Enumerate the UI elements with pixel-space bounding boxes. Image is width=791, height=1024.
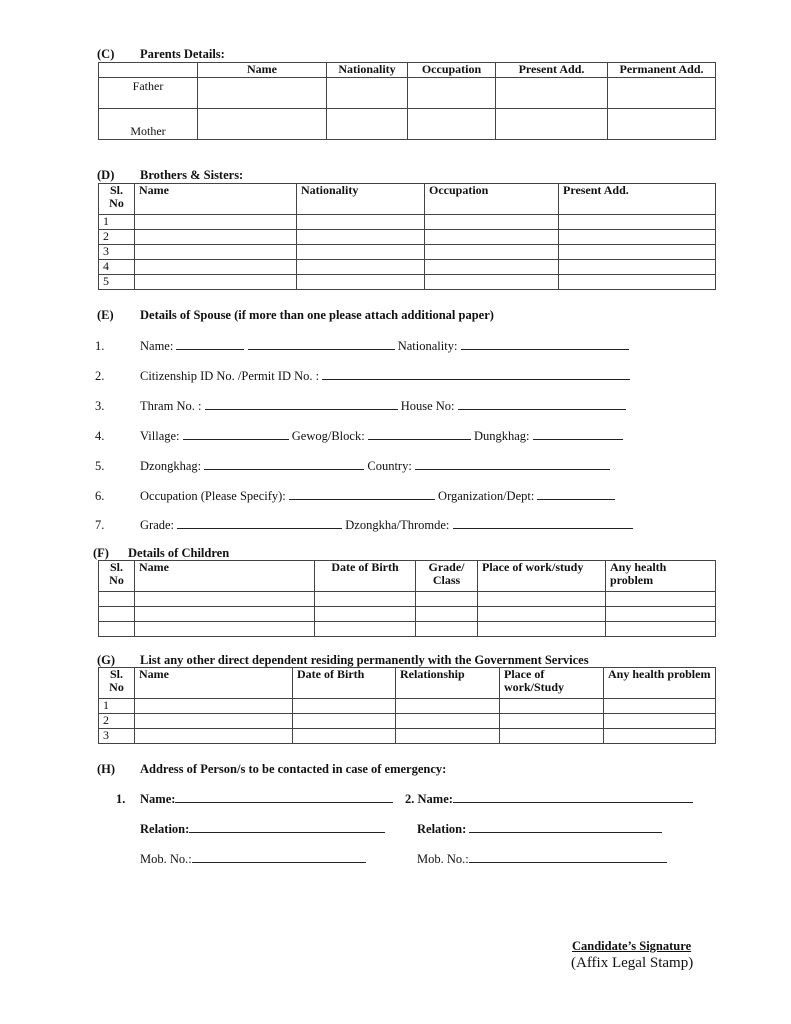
- cell-input[interactable]: [293, 714, 396, 729]
- item-number: 2.: [95, 369, 105, 383]
- country-field[interactable]: [415, 458, 610, 470]
- cell-input[interactable]: [135, 699, 293, 714]
- cell-input[interactable]: [500, 729, 604, 744]
- spouse-item-4: [95, 428, 623, 444]
- contact-2-relation-row: [417, 821, 662, 837]
- row-label-mother: Mother: [99, 109, 198, 140]
- row-number: 2: [99, 230, 135, 245]
- cell-input[interactable]: [135, 215, 297, 230]
- field-label-dungkhag: Dungkhag:: [473, 429, 530, 443]
- section-e-title: Details of Spouse (if more than one please attach additional paper): [140, 308, 494, 322]
- parents-table: [98, 62, 716, 140]
- field-label-village: Village:: [140, 429, 180, 443]
- header-date-of-birth: Date of Birth: [293, 668, 396, 699]
- contact-1-mob-field[interactable]: [192, 851, 366, 863]
- cell-input[interactable]: [559, 275, 716, 290]
- header-place-of-work: Place of work/study: [478, 561, 606, 592]
- contact-1-name-field[interactable]: [175, 791, 393, 803]
- cell-input[interactable]: [416, 622, 478, 637]
- header-date-of-birth: Date of Birth: [315, 561, 416, 592]
- section-f-title: Details of Children: [128, 546, 230, 560]
- cell-input[interactable]: [327, 78, 408, 109]
- contact-1-name-label: Name:: [140, 792, 176, 806]
- name-field-1[interactable]: [176, 338, 244, 350]
- cell-input[interactable]: [293, 729, 396, 744]
- cell-input[interactable]: [315, 592, 416, 607]
- cell-input[interactable]: [408, 109, 496, 140]
- cell-input[interactable]: [396, 729, 500, 744]
- header-name: Name: [198, 63, 327, 78]
- cell-input[interactable]: [297, 275, 425, 290]
- header-occupation: Occupation: [425, 184, 559, 215]
- contact-1-mob-row: [140, 851, 366, 867]
- nationality-field[interactable]: [461, 338, 629, 350]
- contact-2-name-label: 2. Name:: [405, 792, 453, 806]
- cell-input[interactable]: [559, 230, 716, 245]
- cell-input[interactable]: [99, 592, 135, 607]
- dzongkha-thromde-field[interactable]: [453, 517, 633, 529]
- field-label-house-no: House No:: [400, 399, 455, 413]
- row-label-father: Father: [99, 78, 198, 109]
- dzongkhag-field[interactable]: [204, 458, 364, 470]
- header-present-add: Present Add.: [559, 184, 716, 215]
- section-c-title: Parents Details:: [140, 47, 225, 61]
- cell-input[interactable]: [608, 109, 716, 140]
- cell-input[interactable]: [425, 275, 559, 290]
- thram-no-field[interactable]: [205, 398, 398, 410]
- header-sl-no: Sl. No: [99, 184, 135, 215]
- contact-1-relation-field[interactable]: [189, 821, 385, 833]
- cell-input[interactable]: [559, 245, 716, 260]
- cell-input[interactable]: [559, 215, 716, 230]
- header-name: Name: [135, 561, 315, 592]
- cell-input[interactable]: [297, 230, 425, 245]
- spouse-item-1: [95, 338, 629, 354]
- field-label-occupation: Occupation (Please Specify):: [140, 489, 286, 503]
- contact-2-mob-field[interactable]: [469, 851, 667, 863]
- cell-input[interactable]: [408, 78, 496, 109]
- header-nationality: Nationality: [327, 63, 408, 78]
- grade-field[interactable]: [177, 517, 342, 529]
- citizenship-id-field[interactable]: [322, 368, 630, 380]
- contact-1-name-row: [116, 791, 393, 807]
- spouse-item-5: [95, 458, 610, 474]
- section-d-title: Brothers & Sisters:: [140, 168, 244, 182]
- row-number: 3: [99, 729, 135, 744]
- cell-input[interactable]: [425, 260, 559, 275]
- cell-input[interactable]: [500, 699, 604, 714]
- cell-input[interactable]: [99, 607, 135, 622]
- row-number: 3: [99, 245, 135, 260]
- header-sl-no: Sl. No: [99, 668, 135, 699]
- village-field[interactable]: [183, 428, 289, 440]
- field-label-dzongkha-thromde: Dzongkha/Thromde:: [345, 518, 450, 532]
- cell-input[interactable]: [135, 607, 315, 622]
- cell-input[interactable]: [135, 729, 293, 744]
- header-occupation: Occupation: [408, 63, 496, 78]
- field-label-thram-no: Thram No. :: [140, 399, 202, 413]
- cell-input[interactable]: [293, 699, 396, 714]
- item-number: 4.: [95, 429, 105, 443]
- cell-input[interactable]: [99, 622, 135, 637]
- section-g-title: List any other direct dependent residing permanently with the Government Services: [140, 653, 589, 667]
- cell-input[interactable]: [396, 699, 500, 714]
- field-label-nationality: Nationality:: [397, 339, 458, 353]
- row-number: 4: [99, 260, 135, 275]
- header-permanent-add: Permanent Add.: [608, 63, 716, 78]
- item-number: 3.: [95, 399, 105, 413]
- cell-input[interactable]: [297, 215, 425, 230]
- cell-input[interactable]: [315, 622, 416, 637]
- spouse-item-7: [95, 517, 633, 533]
- spouse-item-3: [95, 398, 626, 414]
- cell-input[interactable]: [135, 622, 315, 637]
- cell-input[interactable]: [416, 592, 478, 607]
- cell-input[interactable]: [396, 714, 500, 729]
- item-number: 1.: [95, 339, 105, 353]
- header-relationship: Relationship: [396, 668, 500, 699]
- field-label-country: Country:: [367, 459, 412, 473]
- occupation-field[interactable]: [289, 488, 435, 500]
- cell-input[interactable]: [425, 215, 559, 230]
- cell-input[interactable]: [315, 607, 416, 622]
- cell-input[interactable]: [500, 714, 604, 729]
- contact-1-relation-label: Relation:: [140, 822, 190, 836]
- contact-2-mob-row: [417, 851, 667, 867]
- cell-input[interactable]: [478, 592, 606, 607]
- header-grade-class: Grade/ Class: [416, 561, 478, 592]
- row-number: 1: [99, 699, 135, 714]
- header-sl-no: Sl. No: [99, 561, 135, 592]
- section-h-title: Address of Person/s to be contacted in case of emergency:: [140, 762, 447, 776]
- cell-input[interactable]: [425, 230, 559, 245]
- field-label-name: Name:: [140, 339, 174, 353]
- header-name: Name: [135, 668, 293, 699]
- field-label-grade: Grade:: [140, 518, 175, 532]
- header-name: Name: [135, 184, 297, 215]
- item-number: 5.: [95, 459, 105, 473]
- cell-input[interactable]: [416, 607, 478, 622]
- header-place-of-work: Place of work/Study: [500, 668, 604, 699]
- field-label-dzongkhag: Dzongkhag:: [140, 459, 202, 473]
- header-present-add: Present Add.: [496, 63, 608, 78]
- dependents-table: [98, 667, 716, 744]
- spouse-item-6: [95, 488, 615, 504]
- siblings-table: [98, 183, 716, 290]
- contact-1-number: 1.: [116, 792, 126, 806]
- signature-label: Candidate’s Signature: [572, 939, 692, 953]
- gewog-field[interactable]: [368, 428, 471, 440]
- cell-input[interactable]: [606, 592, 716, 607]
- row-number: 1: [99, 215, 135, 230]
- cell-input[interactable]: [608, 78, 716, 109]
- item-number: 7.: [95, 518, 105, 532]
- cell-input[interactable]: [297, 260, 425, 275]
- cell-input[interactable]: [425, 245, 559, 260]
- contact-2-relation-label: Relation:: [417, 822, 467, 836]
- contact-2-relation-field[interactable]: [469, 821, 662, 833]
- cell-input[interactable]: [606, 607, 716, 622]
- spouse-item-2: [95, 368, 630, 384]
- cell-input[interactable]: [604, 699, 716, 714]
- section-c-letter: (C): [97, 47, 115, 61]
- field-label-gewog: Gewog/Block:: [291, 429, 365, 443]
- header-health: Any health problem: [606, 561, 716, 592]
- legal-stamp-note: (Affix Legal Stamp): [571, 955, 694, 971]
- header-blank: [99, 63, 198, 78]
- section-h-letter: (H): [97, 762, 116, 776]
- section-g-letter: (G): [97, 653, 116, 667]
- field-label-citizenship-id: Citizenship ID No. /Permit ID No. :: [140, 369, 320, 383]
- contact-1-mob-label: Mob. No.:: [140, 852, 192, 866]
- section-e-letter: (E): [97, 308, 114, 322]
- cell-input[interactable]: [604, 729, 716, 744]
- header-nationality: Nationality: [297, 184, 425, 215]
- cell-input[interactable]: [327, 109, 408, 140]
- cell-input[interactable]: [496, 109, 608, 140]
- cell-input[interactable]: [198, 78, 327, 109]
- cell-input[interactable]: [478, 622, 606, 637]
- contact-2-name-row: [405, 791, 693, 807]
- cell-input[interactable]: [604, 714, 716, 729]
- cell-input[interactable]: [606, 622, 716, 637]
- cell-input[interactable]: [297, 245, 425, 260]
- header-health: Any health problem: [604, 668, 716, 699]
- name-field-2[interactable]: [248, 338, 395, 350]
- item-number: 6.: [95, 489, 105, 503]
- row-number: 2: [99, 714, 135, 729]
- section-d-letter: (D): [97, 168, 115, 182]
- cell-input[interactable]: [135, 260, 297, 275]
- contact-2-name-field[interactable]: [453, 791, 693, 803]
- children-table: [98, 560, 716, 637]
- house-no-field[interactable]: [458, 398, 626, 410]
- cell-input[interactable]: [198, 109, 327, 140]
- cell-input[interactable]: [135, 275, 297, 290]
- cell-input[interactable]: [135, 230, 297, 245]
- row-number: 5: [99, 275, 135, 290]
- cell-input[interactable]: [135, 592, 315, 607]
- cell-input[interactable]: [478, 607, 606, 622]
- cell-input[interactable]: [135, 714, 293, 729]
- contact-2-mob-label: Mob. No.:: [417, 852, 469, 866]
- field-label-organization: Organization/Dept:: [438, 489, 535, 503]
- dungkhag-field[interactable]: [533, 428, 623, 440]
- cell-input[interactable]: [496, 78, 608, 109]
- contact-1-relation-row: [140, 821, 385, 837]
- organization-field[interactable]: [537, 488, 615, 500]
- cell-input[interactable]: [135, 245, 297, 260]
- section-f-letter: (F): [93, 546, 109, 560]
- cell-input[interactable]: [559, 260, 716, 275]
